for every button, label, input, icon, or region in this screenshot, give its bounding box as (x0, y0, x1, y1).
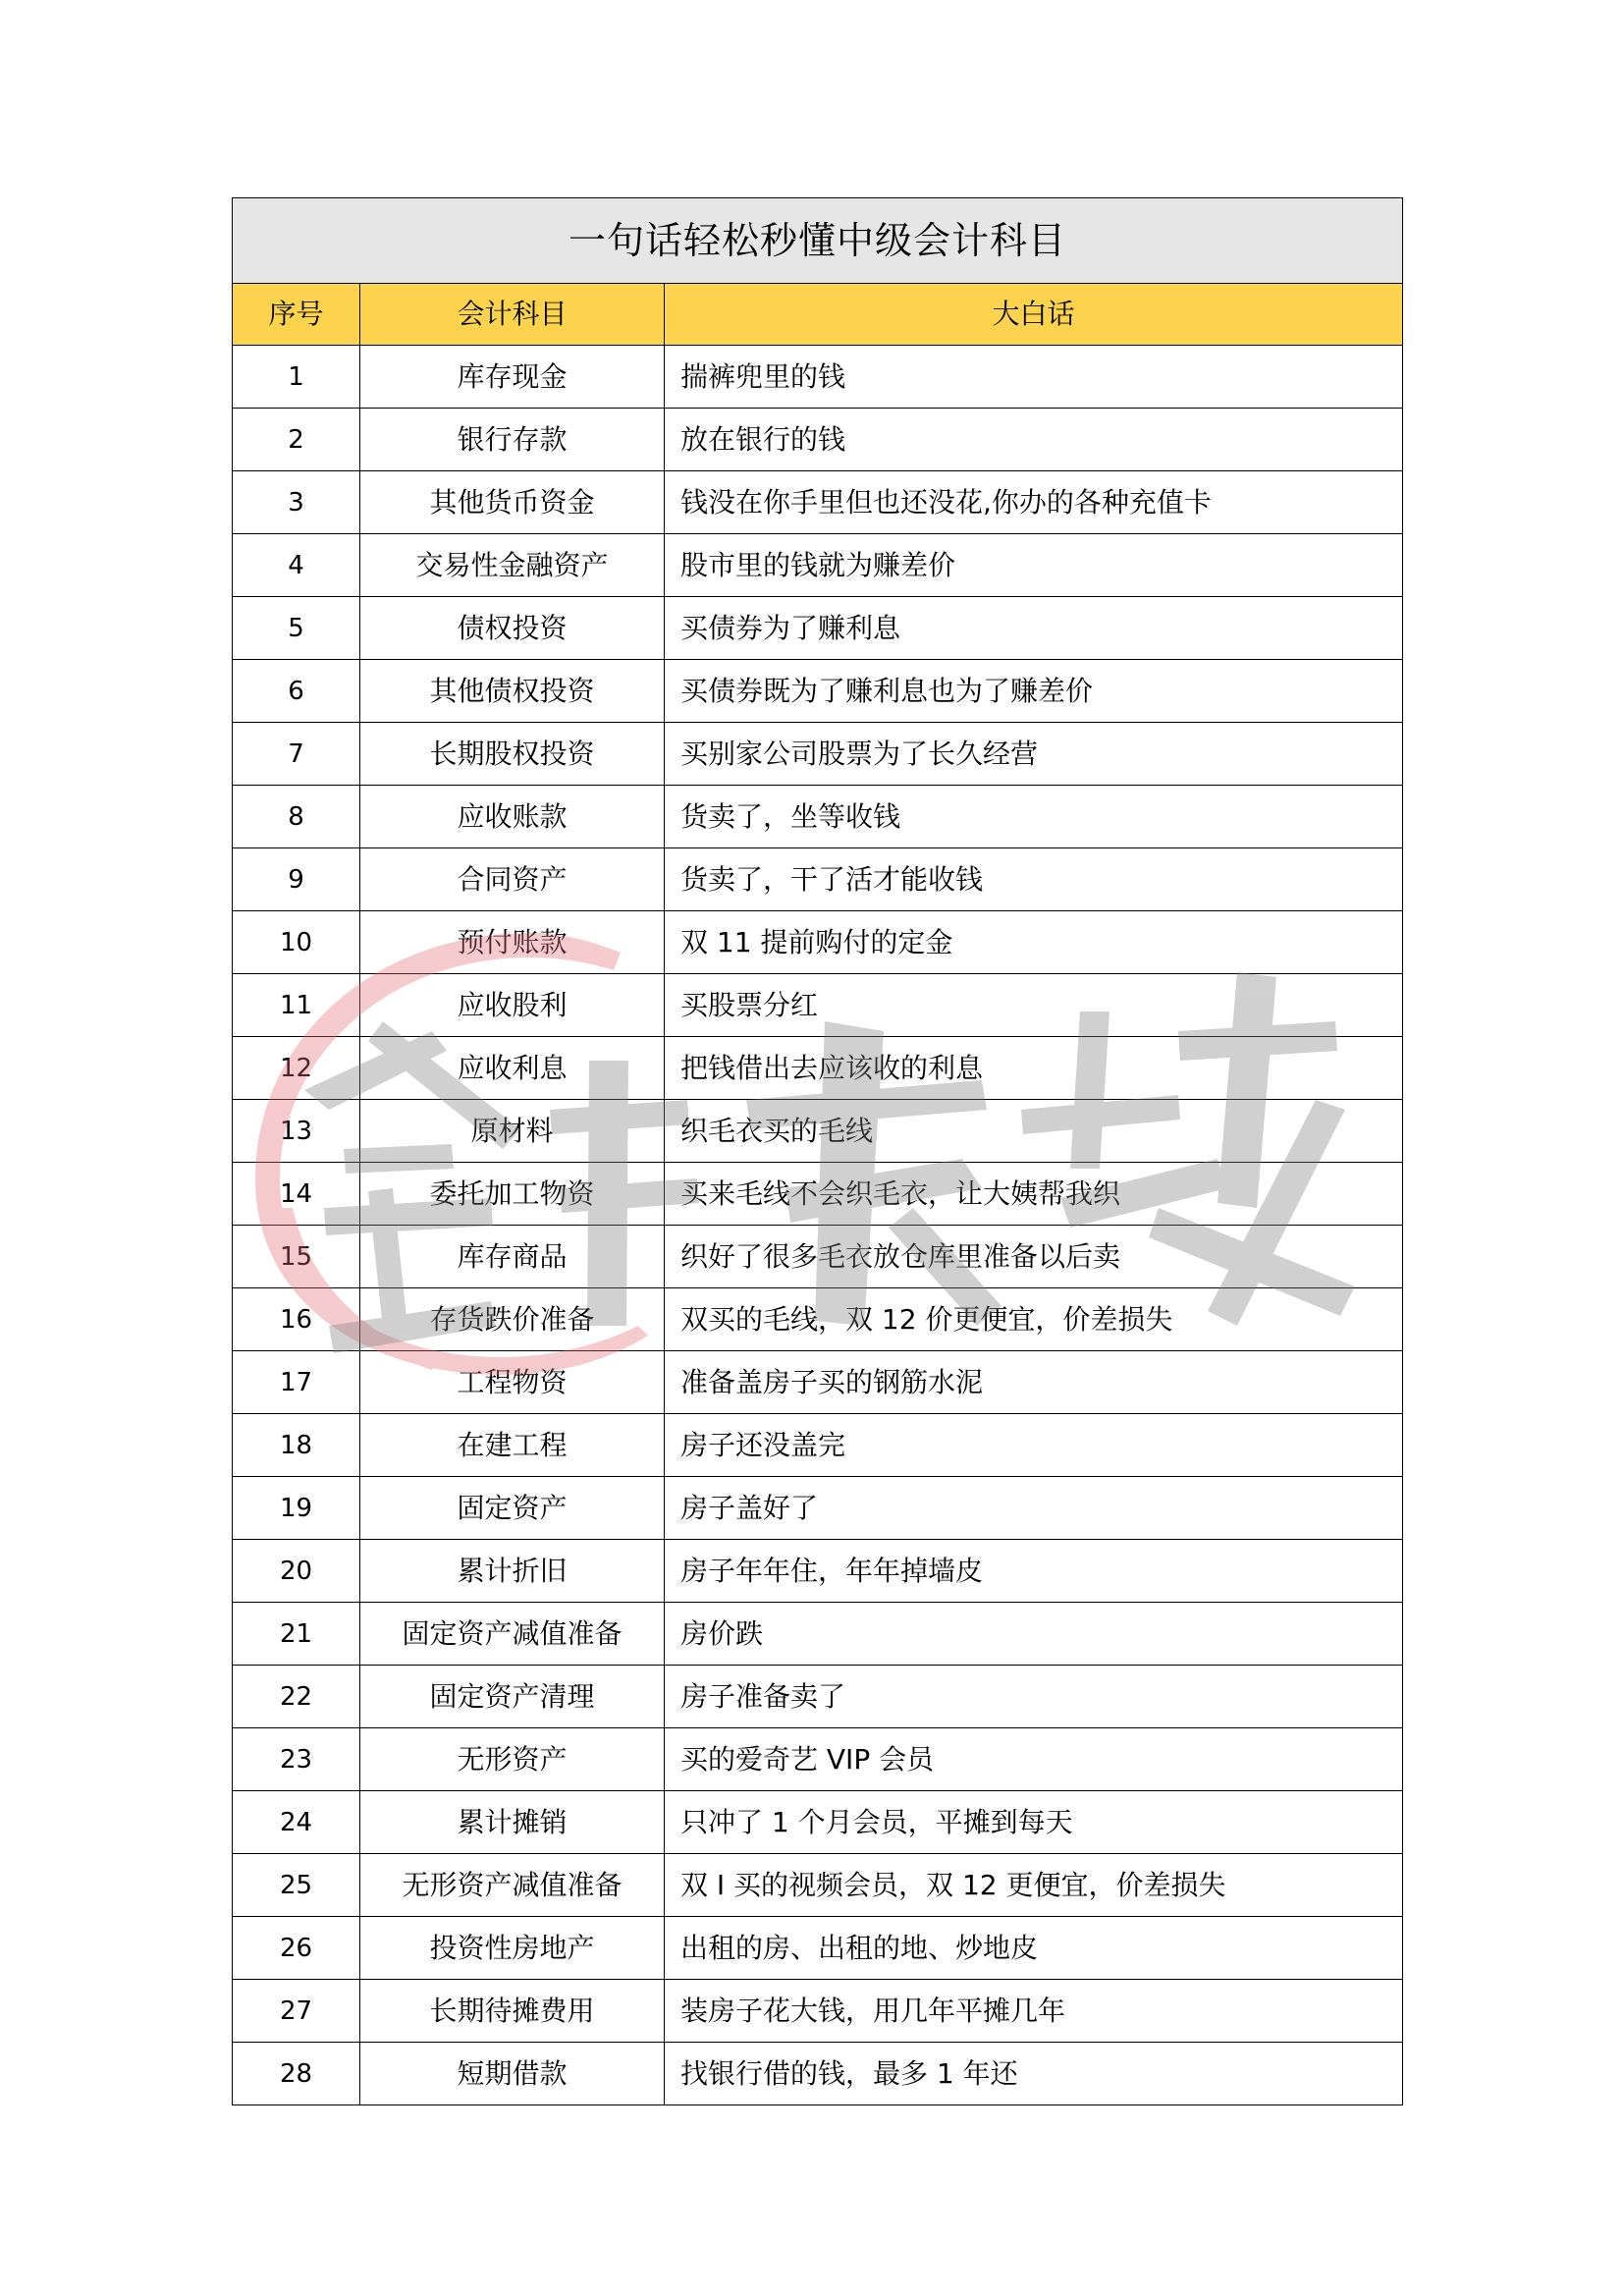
table-body (233, 346, 1403, 2105)
row-no: 18 (233, 1414, 360, 1477)
row-plain: 只冲了 1 个月会员，平摊到每天 (665, 1791, 1403, 1854)
table-row (233, 1351, 1403, 1414)
row-no: 11 (233, 974, 360, 1037)
row-no: 23 (233, 1728, 360, 1791)
row-subject: 库存商品 (360, 1226, 665, 1288)
row-no: 28 (233, 2043, 360, 2105)
table-row (233, 1477, 1403, 1540)
row-no: 13 (233, 1100, 360, 1163)
row-no: 9 (233, 848, 360, 911)
row-no: 20 (233, 1540, 360, 1603)
subjects-table-container (232, 197, 1403, 2105)
row-plain: 买债券既为了赚利息也为了赚差价 (665, 660, 1403, 723)
row-subject: 债权投资 (360, 597, 665, 660)
row-plain: 双买的毛线，双 12 价更便宜，价差损失 (665, 1288, 1403, 1351)
table-row (233, 786, 1403, 848)
row-no: 24 (233, 1791, 360, 1854)
table-row (233, 2043, 1403, 2105)
row-plain: 股市里的钱就为赚差价 (665, 534, 1403, 597)
header-subject: 会计科目 (360, 284, 665, 346)
row-no: 4 (233, 534, 360, 597)
row-subject: 原材料 (360, 1100, 665, 1163)
row-subject: 应收账款 (360, 786, 665, 848)
row-subject: 其他货币资金 (360, 471, 665, 534)
row-subject: 预付账款 (360, 911, 665, 974)
row-no: 10 (233, 911, 360, 974)
row-plain: 买债券为了赚利息 (665, 597, 1403, 660)
row-subject: 固定资产清理 (360, 1666, 665, 1728)
table-row (233, 1100, 1403, 1163)
row-subject: 长期股权投资 (360, 723, 665, 786)
row-no: 6 (233, 660, 360, 723)
row-plain: 货卖了，坐等收钱 (665, 786, 1403, 848)
row-subject: 累计折旧 (360, 1540, 665, 1603)
row-plain: 把钱借出去应该收的利息 (665, 1037, 1403, 1100)
row-plain: 织毛衣买的毛线 (665, 1100, 1403, 1163)
row-subject: 其他债权投资 (360, 660, 665, 723)
table-row (233, 1980, 1403, 2043)
table-row (233, 1037, 1403, 1100)
row-subject: 银行存款 (360, 409, 665, 471)
table-row (233, 974, 1403, 1037)
table-row (233, 409, 1403, 471)
row-subject: 累计摊销 (360, 1791, 665, 1854)
row-no: 14 (233, 1163, 360, 1226)
table-row (233, 1728, 1403, 1791)
row-plain: 装房子花大钱，用几年平摊几年 (665, 1980, 1403, 2043)
table-row (233, 1414, 1403, 1477)
row-no: 1 (233, 346, 360, 409)
row-no: 19 (233, 1477, 360, 1540)
row-plain: 房子盖好了 (665, 1477, 1403, 1540)
row-subject: 应收股利 (360, 974, 665, 1037)
table-row (233, 1540, 1403, 1603)
table-row (233, 723, 1403, 786)
row-plain: 买的爱奇艺 VIP 会员 (665, 1728, 1403, 1791)
row-plain: 找银行借的钱，最多 1 年还 (665, 2043, 1403, 2105)
table-row (233, 1288, 1403, 1351)
table-row (233, 848, 1403, 911)
row-no: 8 (233, 786, 360, 848)
table-row (233, 911, 1403, 974)
row-no: 12 (233, 1037, 360, 1100)
row-subject: 工程物资 (360, 1351, 665, 1414)
table-row (233, 1603, 1403, 1666)
row-plain: 房子年年住，年年掉墙皮 (665, 1540, 1403, 1603)
row-plain: 放在银行的钱 (665, 409, 1403, 471)
row-plain: 织好了很多毛衣放仓库里准备以后卖 (665, 1226, 1403, 1288)
row-subject: 短期借款 (360, 2043, 665, 2105)
row-no: 26 (233, 1917, 360, 1980)
header-no: 序号 (233, 284, 360, 346)
row-no: 15 (233, 1226, 360, 1288)
row-subject: 库存现金 (360, 346, 665, 409)
row-plain: 钱没在你手里但也还没花,你办的各种充值卡 (665, 471, 1403, 534)
table-row (233, 471, 1403, 534)
row-no: 3 (233, 471, 360, 534)
row-plain: 揣裤兜里的钱 (665, 346, 1403, 409)
header-plain: 大白话 (665, 284, 1403, 346)
row-plain: 房子准备卖了 (665, 1666, 1403, 1728)
row-subject: 长期待摊费用 (360, 1980, 665, 2043)
row-subject: 委托加工物资 (360, 1163, 665, 1226)
row-plain: 准备盖房子买的钢筋水泥 (665, 1351, 1403, 1414)
subjects-table (232, 197, 1403, 2105)
table-row (233, 1666, 1403, 1728)
row-plain: 房价跌 (665, 1603, 1403, 1666)
row-no: 25 (233, 1854, 360, 1917)
row-plain: 买来毛线不会织毛衣，让大姨帮我织 (665, 1163, 1403, 1226)
row-plain: 出租的房、出租的地、炒地皮 (665, 1917, 1403, 1980)
table-row (233, 346, 1403, 409)
row-no: 17 (233, 1351, 360, 1414)
table-row (233, 1917, 1403, 1980)
table-row (233, 1854, 1403, 1917)
row-no: 2 (233, 409, 360, 471)
row-subject: 固定资产减值准备 (360, 1603, 665, 1666)
row-no: 21 (233, 1603, 360, 1666)
row-subject: 无形资产 (360, 1728, 665, 1791)
table-title: 一句话轻松秒懂中级会计科目 (233, 198, 1403, 284)
row-subject: 固定资产 (360, 1477, 665, 1540)
table-row (233, 660, 1403, 723)
table-row (233, 1226, 1403, 1288)
row-no: 5 (233, 597, 360, 660)
row-subject: 在建工程 (360, 1414, 665, 1477)
row-subject: 应收利息 (360, 1037, 665, 1100)
row-no: 22 (233, 1666, 360, 1728)
row-plain: 双 I 买的视频会员，双 12 更便宜，价差损失 (665, 1854, 1403, 1917)
row-plain: 双 11 提前购付的定金 (665, 911, 1403, 974)
row-subject: 投资性房地产 (360, 1917, 665, 1980)
table-row (233, 1163, 1403, 1226)
row-subject: 合同资产 (360, 848, 665, 911)
row-subject: 无形资产减值准备 (360, 1854, 665, 1917)
table-row (233, 1791, 1403, 1854)
row-plain: 买股票分红 (665, 974, 1403, 1037)
row-no: 16 (233, 1288, 360, 1351)
table-row (233, 534, 1403, 597)
row-subject: 存货跌价准备 (360, 1288, 665, 1351)
table-row (233, 597, 1403, 660)
row-plain: 房子还没盖完 (665, 1414, 1403, 1477)
row-no: 7 (233, 723, 360, 786)
row-plain: 货卖了，干了活才能收钱 (665, 848, 1403, 911)
row-subject: 交易性金融资产 (360, 534, 665, 597)
row-no: 27 (233, 1980, 360, 2043)
row-plain: 买别家公司股票为了长久经营 (665, 723, 1403, 786)
header-row (233, 284, 1403, 346)
